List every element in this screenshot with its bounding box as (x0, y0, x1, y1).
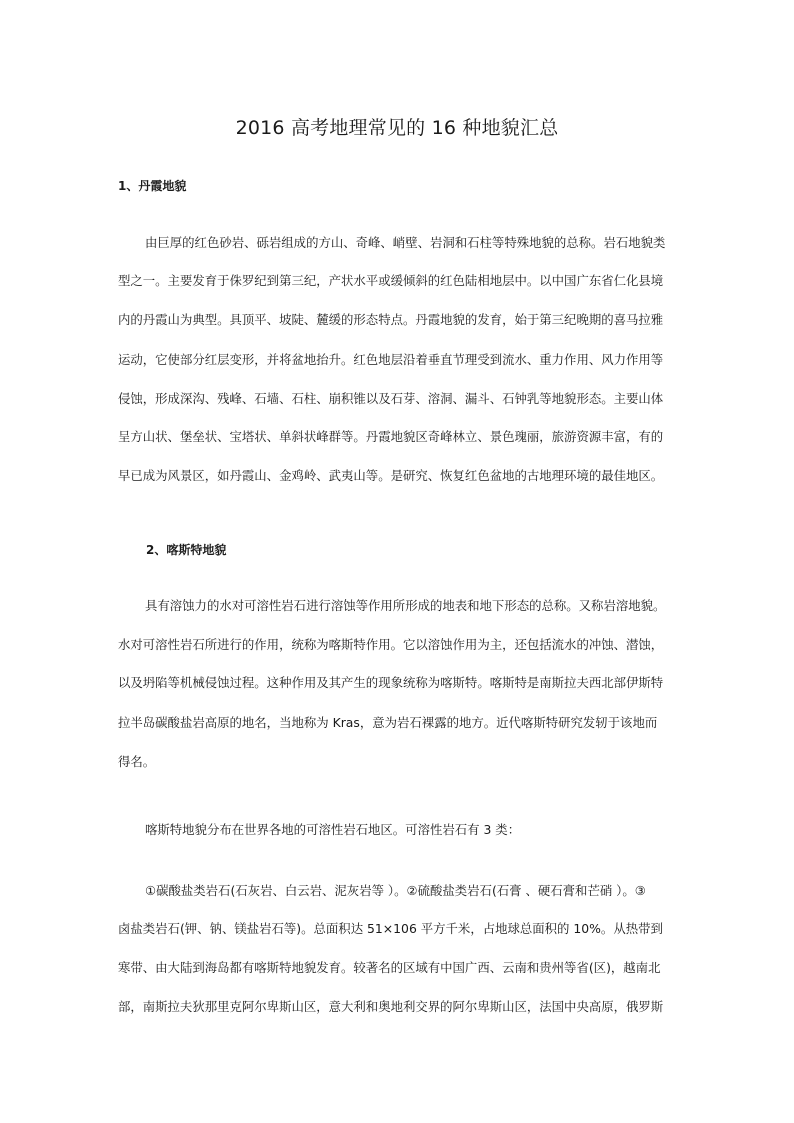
paragraph-line: 型之一。主要发育于侏罗纪到第三纪，产状水平或缓倾斜的红色陆相地层中。以中国广东省仁化县境 (118, 273, 664, 288)
paragraph-line: 运动，它使部分红层变形，并将盆地抬升。红色地层沿着垂直节理受到流水、重力作用、风力作用等 (118, 352, 664, 367)
paragraph-line: 内的丹霞山为典型。具顶平、坡陡、麓缓的形态特点。丹霞地貌的发育，始于第三纪晚期的喜马拉雅 (118, 312, 664, 327)
section-heading-karst: 2、喀斯特地貌 (146, 543, 227, 557)
paragraph-line: 早已成为风景区，如丹霞山、金鸡岭、武夷山等。是研究、恢复红色盆地的古地理环境的最佳地区。 (118, 468, 664, 483)
paragraph-line: 以及坍陷等机械侵蚀过程。这种作用及其产生的现象统称为喀斯特。喀斯特是南斯拉夫西北部伊斯特 (118, 675, 664, 690)
paragraph-line: 得名。 (118, 754, 156, 769)
paragraph-line: 由巨厚的红色砂岩、砾岩组成的方山、奇峰、峭壁、岩洞和石柱等特殊地貌的总称。岩石地貌类 (145, 235, 666, 250)
paragraph-line: 卤盐类岩石(钾、钠、镁盐岩石等)。总面积达 51×106 平方千米，占地球总面积的 10%。从热带到 (118, 921, 663, 936)
paragraph-line: 拉半岛碳酸盐岩高原的地名，当地称为 Kras，意为岩石裸露的地方。近代喀斯特研究发轫于该地而 (118, 715, 658, 730)
paragraph-line: 水对可溶性岩石所进行的作用，统称为喀斯特作用。它以溶蚀作用为主，还包括流水的冲蚀、潜蚀， (118, 637, 664, 652)
paragraph-line: 喀斯特地貌分布在世界各地的可溶性岩石地区。可溶性岩石有 3 类： (145, 822, 521, 837)
paragraph-line: 具有溶蚀力的水对可溶性岩石进行溶蚀等作用所形成的地表和地下形态的总称。又称岩溶地貌。 (145, 598, 666, 613)
paragraph-line: 部，南斯拉夫狄那里克阿尔卑斯山区，意大利和奥地利交界的阿尔卑斯山区，法国中央高原，俄罗斯 (118, 999, 664, 1014)
paragraph-line: ①碳酸盐类岩石(石灰岩、白云岩、泥灰岩等 ）。②硫酸盐类岩石(石膏 、硬石膏和芒硝 ）。③ (145, 883, 646, 898)
paragraph-line: 呈方山状、堡垒状、宝塔状、单斜状峰群等。丹霞地貌区奇峰林立、景色瑰丽，旅游资源丰富，有的 (118, 429, 664, 444)
document-title: 2016 高考地理常见的 16 种地貌汇总 (235, 117, 559, 139)
section-heading-danxia: 1、丹霞地貌 (118, 179, 187, 193)
paragraph-line: 寒带、由大陆到海岛都有喀斯特地貌发育。较著名的区域有中国广西、云南和贵州等省(区)，越南北 (118, 960, 661, 975)
paragraph-line: 侵蚀，形成深沟、残峰、石墙、石柱、崩积锥以及石芽、溶洞、漏斗、石钟乳等地貌形态。主要山体 (118, 391, 664, 406)
